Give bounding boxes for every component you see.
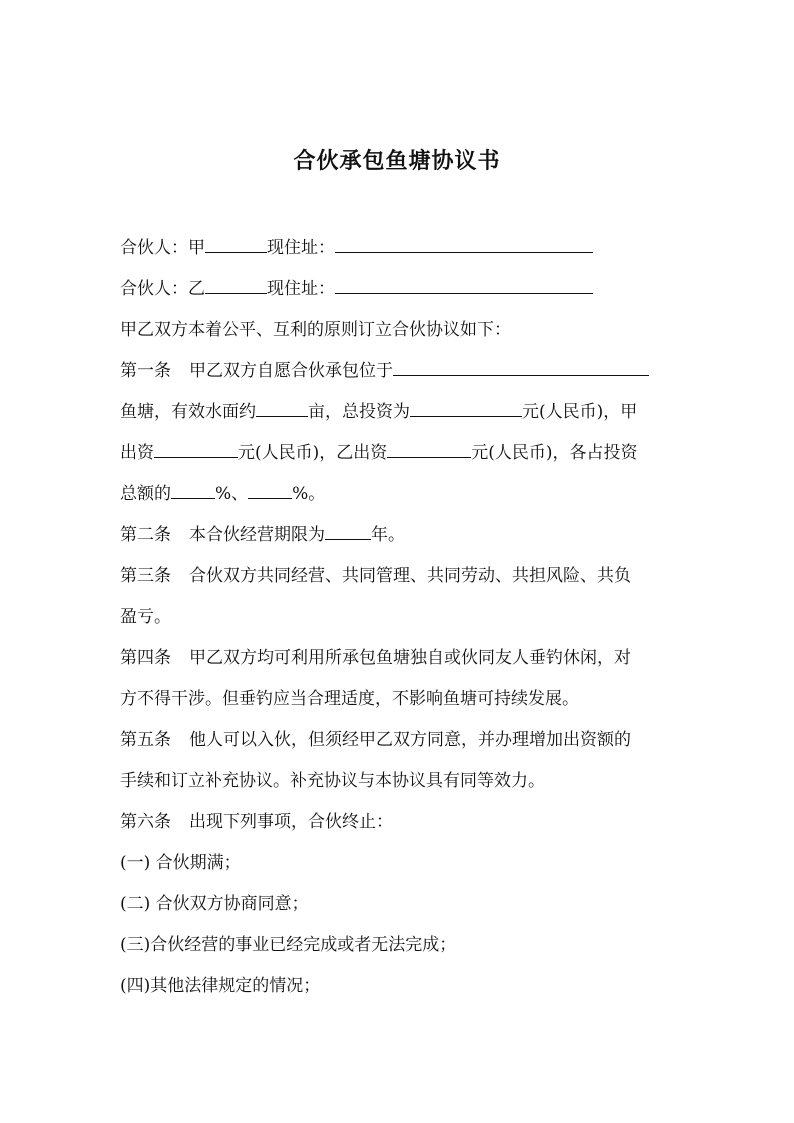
party-a-address-blank xyxy=(335,234,593,253)
party-a-share-blank xyxy=(171,480,215,499)
location-blank xyxy=(393,357,649,376)
article-6-number: 第六条 xyxy=(120,812,171,832)
termination-item-4: (四)其他法律规定的情况； xyxy=(120,976,321,996)
party-a-name-blank xyxy=(205,234,267,253)
termination-item-2: (二) 合伙双方协商同意； xyxy=(120,894,309,914)
intro-line: 甲乙双方本着公平、互利的原则订立合伙协议如下： xyxy=(120,320,511,340)
article-1-text: 总额的 xyxy=(120,484,171,504)
article-3-number: 第三条 xyxy=(120,566,171,586)
article-3-text: 合伙双方共同经营、共同管理、共同劳动、共担风险、共负 xyxy=(189,566,631,586)
article-3-line-2: 盈亏。 xyxy=(120,607,171,627)
article-1-text: 甲乙双方自愿合伙承包位于 xyxy=(189,361,393,381)
article-1-line-4 xyxy=(120,474,680,515)
termination-item-3: (三)合伙经营的事业已经完成或者无法完成； xyxy=(120,935,457,955)
party-a-address-label: 现住址： xyxy=(267,238,335,258)
article-6-text: 出现下列事项，合伙终止： xyxy=(189,812,393,832)
article-2-line xyxy=(120,515,680,556)
article-4-line-2: 方不得干涉。但垂钓应当合理适度，不影响鱼塘可持续发展。 xyxy=(120,689,579,709)
party-a-investment-blank xyxy=(154,439,238,458)
party-b-investment-blank xyxy=(387,439,471,458)
article-1-text: 元(人民币)，乙出资 xyxy=(238,443,388,463)
party-b-address-label: 现住址： xyxy=(267,279,335,299)
article-1-text: 出资 xyxy=(120,443,154,463)
article-5-line-1 xyxy=(120,720,680,761)
area-blank xyxy=(256,398,308,417)
article-1-text: 亩，总投资为 xyxy=(308,402,410,422)
article-5-text: 他人可以入伙，但须经甲乙双方同意，并办理增加出资额的 xyxy=(189,730,631,750)
article-5-number: 第五条 xyxy=(120,730,171,750)
article-2-text: 本合伙经营期限为 xyxy=(189,525,325,545)
article-4-line-1 xyxy=(120,638,680,679)
article-1-line-1 xyxy=(120,351,680,392)
article-1-number: 第一条 xyxy=(120,361,171,381)
article-5-line-2: 手续和订立补充协议。补充协议与本协议具有同等效力。 xyxy=(120,771,545,791)
termination-item-1: (一) 合伙期满； xyxy=(120,853,241,873)
party-b-share-blank xyxy=(248,480,292,499)
term-years-blank xyxy=(325,521,371,540)
article-1-text: %。 xyxy=(292,484,326,504)
article-1-text: 鱼塘，有效水面约 xyxy=(120,402,256,422)
party-a-line xyxy=(120,228,680,269)
article-1-text: 元(人民币)，各占投资 xyxy=(471,443,638,463)
document-title: 合伙承包鱼塘协议书 xyxy=(293,148,501,174)
article-2-text: 年。 xyxy=(371,525,405,545)
article-3-line-1 xyxy=(120,556,680,597)
article-1-line-2 xyxy=(120,392,680,433)
article-1-text: %、 xyxy=(215,484,249,504)
document-body xyxy=(120,228,680,1007)
article-1-line-3 xyxy=(120,433,680,474)
article-2-number: 第二条 xyxy=(120,525,171,545)
article-1-text: 元(人民币)，甲 xyxy=(522,402,638,422)
article-4-number: 第四条 xyxy=(120,648,171,668)
article-4-text: 甲乙双方均可利用所承包鱼塘独自或伙同友人垂钓休闲，对 xyxy=(189,648,631,668)
article-6-line xyxy=(120,802,680,843)
party-b-label: 合伙人：乙 xyxy=(120,279,205,299)
party-b-name-blank xyxy=(205,275,267,294)
party-a-label: 合伙人：甲 xyxy=(120,238,205,258)
party-b-address-blank xyxy=(335,275,593,294)
total-investment-blank xyxy=(410,398,522,417)
party-b-line xyxy=(120,269,680,310)
